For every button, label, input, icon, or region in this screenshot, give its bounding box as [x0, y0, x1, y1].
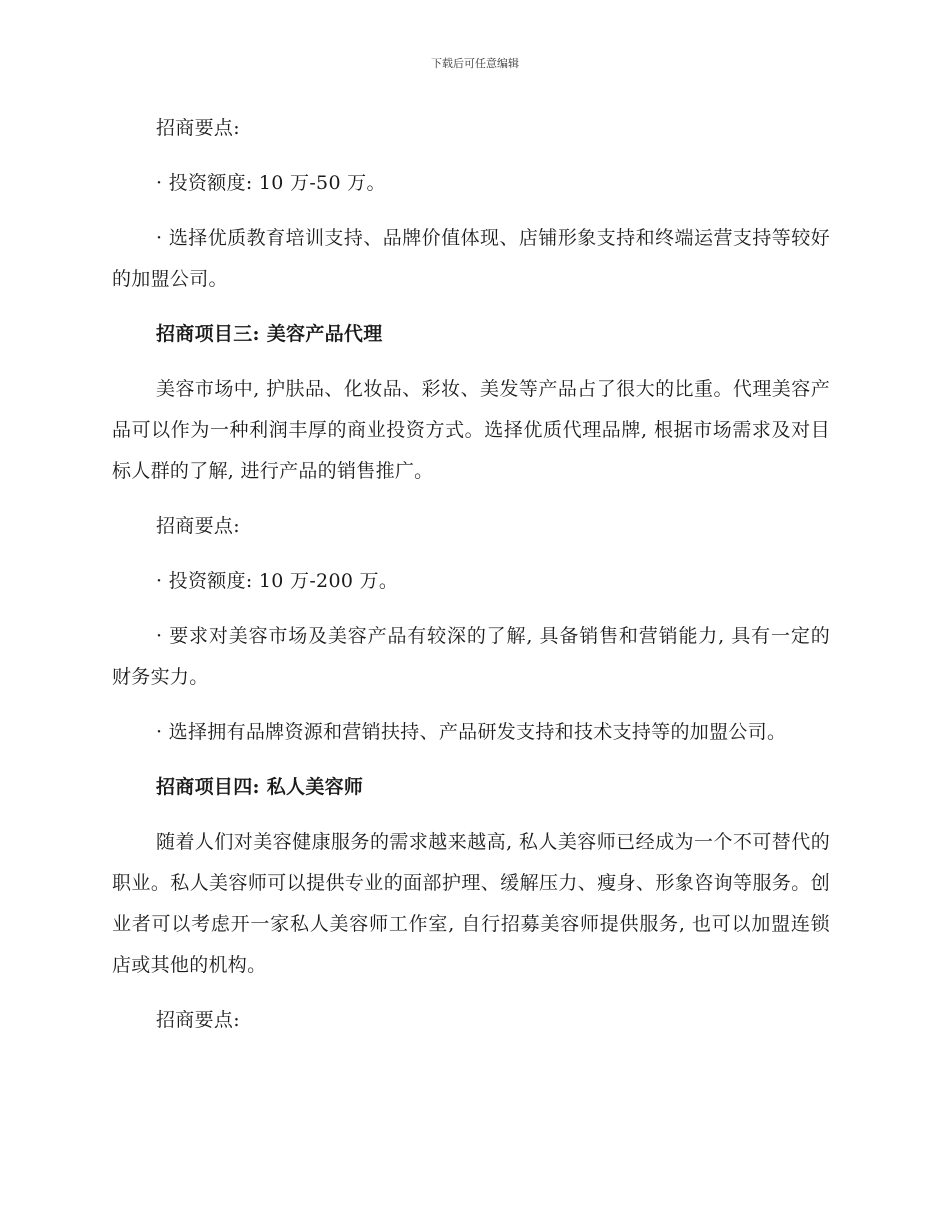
- bullet-item: · 选择优质教育培训支持、品牌价值体现、店铺形象支持和终端运营支持等较好的加盟公司。: [112, 227, 830, 290]
- paragraph: 招商要点:: [156, 117, 240, 139]
- paragraph: 招商要点:: [156, 1009, 240, 1031]
- bullet-item: · 要求对美容市场及美容产品有较深的了解, 具备销售和营销能力, 具有一定的财务实力。: [112, 625, 830, 688]
- paragraph: 随着人们对美容健康服务的需求越来越高, 私人美容师已经成为一个不可替代的职业。私人美容师可以提供专业的面部护理、缓解压力、瘦身、形象咨询等服务。创业者可以考虑开一家私人美容师工作室, 自行招募美容师提供服务, 也可以加盟连锁店或其他的机构。: [112, 831, 830, 976]
- section-heading: 招商项目三: 美容产品代理: [156, 323, 383, 345]
- paragraph: 招商要点:: [156, 515, 240, 537]
- page-header: 下载后可任意编辑: [431, 57, 519, 70]
- bullet-item: · 投资额度: 10 万-200 万。: [156, 570, 399, 592]
- bullet-item: · 投资额度: 10 万-50 万。: [156, 172, 386, 194]
- bullet-item: · 选择拥有品牌资源和营销扶持、产品研发支持和技术支持等的加盟公司。: [156, 721, 787, 743]
- document-body: [112, 108, 830, 1055]
- paragraph: 美容市场中, 护肤品、化妆品、彩妆、美发等产品占了很大的比重。代理美容产品可以作为一种利润丰厚的商业投资方式。选择优质代理品牌, 根据市场需求及对目标人群的了解, 进行产品的销售推广。: [112, 378, 830, 482]
- section-heading: 招商项目四: 私人美容师: [156, 776, 364, 798]
